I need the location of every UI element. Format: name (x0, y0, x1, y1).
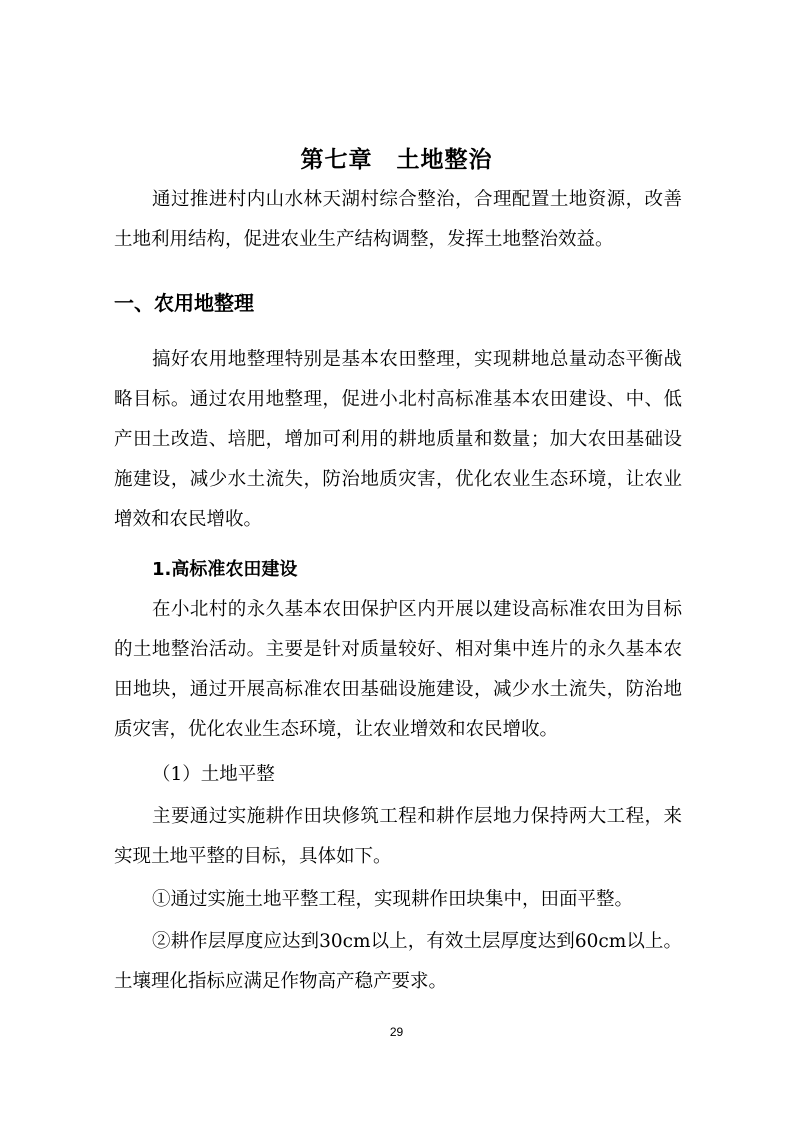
land-leveling-block (114, 797, 682, 877)
high-standard-block (114, 590, 682, 750)
land-leveling-paragraph: 主要通过实施耕作田块修筑工程和耕作层地力保持两大工程，来实现土地平整的目标，具体如下。 (114, 806, 682, 867)
section-heading-farmland: 一、农用地整理 (114, 291, 254, 315)
page-number: 29 (389, 1025, 404, 1039)
item-heading-land-leveling: （1）土地平整 (152, 764, 275, 785)
intro-paragraph: 通过推进村内山水林天湖村综合整治，合理配置土地资源，改善土地利用结构，促进农业生产结构调整，发挥土地整治效益。 (114, 189, 682, 250)
farmland-block (114, 340, 682, 540)
farmland-paragraph: 搞好农用地整理特别是基本农田整理，实现耕地总量动态平衡战略目标。通过农用地整理，促进小北村高标准基本农田建设、中、低产田土改造、培肥，增加可利用的耕地质量和数量；加大农田基础设施建设，减少水土流失，防治地质灾害，优化农业生态环境，让农业增效和农民增收。 (114, 349, 682, 530)
chapter-title: 第七章 土地整治 (300, 147, 493, 173)
intro-block (114, 180, 682, 260)
point-1-block (114, 880, 682, 920)
point-2-block (114, 922, 682, 1002)
point-1-paragraph: ①通过实施土地平整工程，实现耕作田块集中，田面平整。 (152, 889, 634, 910)
high-standard-paragraph: 在小北村的永久基本农田保护区内开展以建设高标准农田为目标的土地整治活动。主要是针对质量较好、相对集中连片的永久基本农田地块，通过开展高标准农田基础设施建设，减少水土流失，防治地质灾害，优化农业生态环境，让农业增效和农民增收。 (114, 599, 682, 740)
subsection-heading-high-standard-farmland: 1.高标准农田建设 (152, 559, 298, 580)
point-2-paragraph: ②耕作层厚度应达到30cm以上，有效土层厚度达到60cm以上。土壤理化指标应满足作物高产稳产要求。 (114, 931, 682, 992)
